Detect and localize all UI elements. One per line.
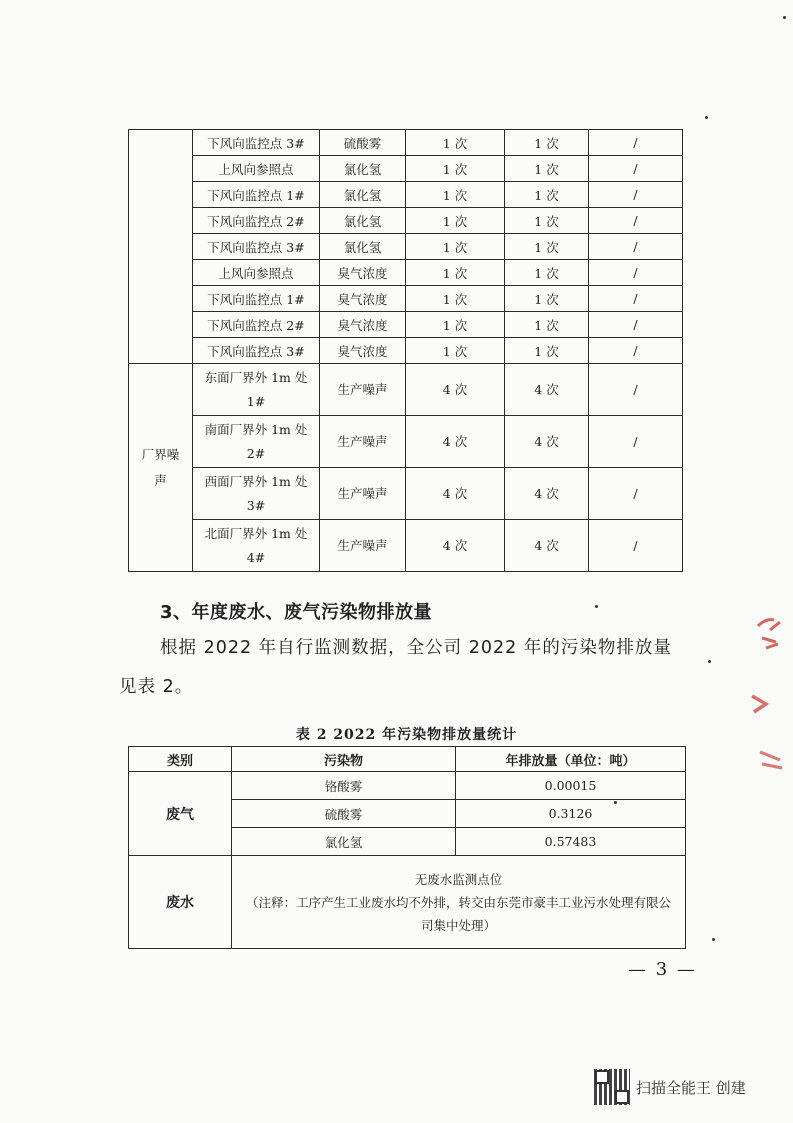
paragraph-line-1: 根据 2022 年自行监测数据，全公司 2022 年的污染物排放量 <box>160 638 672 658</box>
water-note-line-2: （注释：工序产生工业废水均不外排，转交由东莞市豪丰工业污水处理有限公司集中处理） <box>245 894 671 933</box>
point-cell: 下风向监控点 1# <box>193 286 320 312</box>
point-cell: 下风向监控点 3# <box>193 338 320 364</box>
table-row <box>129 286 683 312</box>
water-note-line-1: 无废水监测点位 <box>414 871 503 887</box>
table-row <box>129 856 686 949</box>
table-row <box>129 156 683 182</box>
pollutant-cell: 生产噪声 <box>320 416 406 468</box>
paragraph-line-2: 见表 2。 <box>119 677 194 697</box>
table-caption: 表 2 2022 年污染物排放量统计 <box>295 727 518 743</box>
gas-category: 废气 <box>129 772 232 856</box>
freq1-cell: 4 次 <box>406 520 505 572</box>
page-number: — 3 — <box>628 959 697 980</box>
remark-cell: / <box>589 286 683 312</box>
freq1-cell: 4 次 <box>406 468 505 520</box>
remark-cell: / <box>589 520 683 572</box>
point-label: 西面厂界外 1m 处 3# <box>204 473 308 513</box>
header-amount: 年排放量（单位：吨） <box>456 747 686 772</box>
freq1-cell: 1 次 <box>406 260 505 286</box>
point-label: 北面厂界外 1m 处 4# <box>204 525 308 565</box>
pollutant-cell: 氯化氢 <box>320 234 406 260</box>
pollutant-cell: 生产噪声 <box>320 364 406 416</box>
freq2-cell: 4 次 <box>505 364 589 416</box>
amount-cell: 0.3126 <box>456 800 686 828</box>
pollutant-cell: 氯化氢 <box>320 156 406 182</box>
pollutant-cell: 臭气浓度 <box>320 312 406 338</box>
scanner-watermark <box>594 1069 746 1105</box>
pollutant-cell: 生产噪声 <box>320 520 406 572</box>
noise-category-label: 厂界噪声 <box>141 446 180 488</box>
freq2-cell: 4 次 <box>505 416 589 468</box>
freq2-cell: 1 次 <box>505 156 589 182</box>
freq1-cell: 1 次 <box>406 208 505 234</box>
freq1-cell: 1 次 <box>406 338 505 364</box>
table-header-row <box>129 747 686 772</box>
freq2-cell: 1 次 <box>505 286 589 312</box>
freq1-cell: 1 次 <box>406 286 505 312</box>
freq1-cell: 1 次 <box>406 234 505 260</box>
category-cell-empty <box>129 130 193 364</box>
noise-category <box>129 364 193 572</box>
point-cell: 上风向参照点 <box>193 156 320 182</box>
table-row <box>129 338 683 364</box>
pollutant-cell: 硫酸雾 <box>232 800 456 828</box>
freq2-cell: 1 次 <box>505 260 589 286</box>
water-category: 废水 <box>129 856 232 949</box>
remark-cell: / <box>589 208 683 234</box>
pollutant-cell: 铬酸雾 <box>232 772 456 800</box>
freq2-cell: 1 次 <box>505 130 589 156</box>
freq2-cell: 1 次 <box>505 312 589 338</box>
scan-dot <box>595 605 598 608</box>
point-label: 东面厂界外 1m 处 1# <box>204 369 308 409</box>
remark-cell: / <box>589 182 683 208</box>
scan-dot <box>614 801 617 804</box>
remark-cell: / <box>589 130 683 156</box>
pollutant-cell: 生产噪声 <box>320 468 406 520</box>
pollutant-cell: 硫酸雾 <box>320 130 406 156</box>
monitoring-table <box>128 129 683 572</box>
amount-cell: 0.57483 <box>456 828 686 856</box>
table-row <box>129 364 683 416</box>
freq2-cell: 1 次 <box>505 208 589 234</box>
point-cell: 上风向参照点 <box>193 260 320 286</box>
section-heading: 3、年度废水、废气污染物排放量 <box>160 602 433 623</box>
scan-dot <box>783 16 786 19</box>
freq2-cell: 1 次 <box>505 182 589 208</box>
emission-table <box>128 746 686 949</box>
remark-cell: / <box>589 338 683 364</box>
watermark-text: 扫描全能王 创建 <box>636 1078 746 1097</box>
freq2-cell: 4 次 <box>505 468 589 520</box>
freq2-cell: 4 次 <box>505 520 589 572</box>
table-row <box>129 234 683 260</box>
pollutant-cell: 臭气浓度 <box>320 286 406 312</box>
remark-cell: / <box>589 364 683 416</box>
remark-cell: / <box>589 260 683 286</box>
remark-cell: / <box>589 156 683 182</box>
water-note <box>232 856 686 949</box>
point-label: 南面厂界外 1m 处 2# <box>204 421 308 461</box>
header-pollutant: 污染物 <box>232 747 456 772</box>
table-row <box>129 468 683 520</box>
table-row <box>129 260 683 286</box>
freq2-cell: 1 次 <box>505 338 589 364</box>
freq1-cell: 1 次 <box>406 156 505 182</box>
pollutant-cell: 臭气浓度 <box>320 338 406 364</box>
point-cell: 下风向监控点 1# <box>193 182 320 208</box>
remark-cell: / <box>589 416 683 468</box>
table-row <box>129 772 686 800</box>
point-cell: 下风向监控点 2# <box>193 312 320 338</box>
pollutant-cell: 氯化氢 <box>320 182 406 208</box>
point-cell: 下风向监控点 2# <box>193 208 320 234</box>
pollutant-cell: 臭气浓度 <box>320 260 406 286</box>
freq1-cell: 4 次 <box>406 416 505 468</box>
qr-code-icon <box>594 1069 630 1105</box>
point-cell: 下风向监控点 3# <box>193 130 320 156</box>
remark-cell: / <box>589 234 683 260</box>
scan-dot <box>708 660 711 663</box>
table-row <box>129 208 683 234</box>
scan-dot <box>705 116 708 119</box>
pollutant-cell: 氯化氢 <box>232 828 456 856</box>
point-cell <box>193 364 320 416</box>
remark-cell: / <box>589 468 683 520</box>
point-cell <box>193 468 320 520</box>
freq1-cell: 1 次 <box>406 312 505 338</box>
freq1-cell: 1 次 <box>406 182 505 208</box>
point-cell <box>193 416 320 468</box>
header-category: 类别 <box>129 747 232 772</box>
table-row <box>129 182 683 208</box>
freq1-cell: 4 次 <box>406 364 505 416</box>
stamp-mark <box>740 612 793 782</box>
table-row <box>129 130 683 156</box>
scan-dot <box>712 938 715 941</box>
table-row <box>129 416 683 468</box>
amount-cell: 0.00015 <box>456 772 686 800</box>
point-cell <box>193 520 320 572</box>
table-row <box>129 520 683 572</box>
point-cell: 下风向监控点 3# <box>193 234 320 260</box>
freq2-cell: 1 次 <box>505 234 589 260</box>
pollutant-cell: 氯化氢 <box>320 208 406 234</box>
table-row <box>129 312 683 338</box>
remark-cell: / <box>589 312 683 338</box>
freq1-cell: 1 次 <box>406 130 505 156</box>
